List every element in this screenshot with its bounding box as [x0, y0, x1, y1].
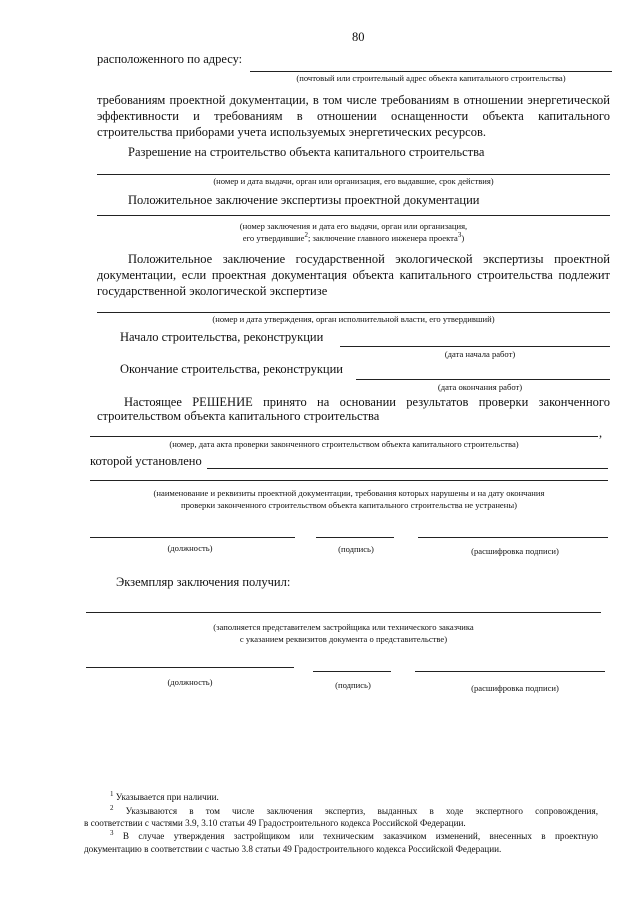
expertise-line [97, 215, 610, 216]
sign1-position-line [90, 537, 295, 538]
eco-caption: (номер и дата утверждения, орган исполнительной власти, его утвердивший) [212, 314, 495, 324]
established-line-1 [207, 468, 608, 469]
page-number: 80 [352, 30, 365, 44]
requirements-para-line-2: эффективности и требованиям в отношении оснащенности объекта капитального [97, 109, 610, 123]
address-label: расположенного по адресу: [97, 52, 243, 66]
sign1-position-caption: (должность) [167, 543, 213, 553]
requirements-para-line-1: требованиям проектной документации, в том числе требованиям в отношении энергетической [97, 93, 610, 107]
end-label: Окончание строительства, реконструкции [120, 362, 343, 376]
expertise-label: Положительное заключение экспертизы проектной документации [128, 193, 480, 207]
sign1-signature-caption: (подпись) [338, 544, 374, 554]
footnote-3-line-2: документацию в соответствии с частью 3.8 статьи 49 Градостроительного кодекса Российской Федерации. [84, 844, 502, 854]
expertise-caption-1: (номер заключения и дата его выдачи, орган или организация, [239, 221, 468, 231]
end-line [356, 379, 610, 380]
end-caption: (дата окончания работ) [437, 382, 523, 392]
footnote-3-line-1: $^3$ В случае утверждения застройщиком или техническим заказчиком изменений, внесенных в проектную [110, 828, 598, 841]
sign1-decoding-caption: (расшифровка подписи) [471, 546, 559, 556]
expertise-caption-2: его утвердившие$^2$; заключение главного инженера проекта$^3$) [242, 231, 465, 243]
sign2-position-caption: (должность) [167, 677, 213, 687]
footnote-1: $^1$ Указывается при наличии. [110, 789, 219, 802]
copy-line [86, 612, 601, 613]
start-line [340, 346, 610, 347]
established-line-2 [90, 480, 608, 481]
permit-line [97, 174, 610, 175]
act-comma: , [599, 426, 603, 440]
sign1-decoding-line [418, 537, 608, 538]
copy-received-label: Экземпляр заключения получил: [116, 575, 291, 589]
established-label: которой установлено [90, 454, 202, 468]
sign2-signature-line [313, 671, 391, 672]
footnote-2-line-1: $^2$ Указываются в том числе заключения экспертиз, выданных в ходе экспертного сопровождения, [110, 803, 598, 816]
start-caption: (дата начала работ) [444, 349, 516, 359]
sign2-position-line [86, 667, 294, 668]
address-line [250, 71, 612, 72]
eco-para-line-1: Положительное заключение государственной экологической экспертизы проектной [128, 252, 610, 266]
act-line [90, 436, 598, 437]
sign2-decoding-caption: (расшифровка подписи) [471, 683, 559, 693]
sign2-signature-caption: (подпись) [335, 680, 371, 690]
eco-line [97, 312, 610, 313]
eco-para-line-2: документации, если проектная документация объекта капитального строительства подлежит [97, 268, 610, 282]
decision-para-line-2: строительством объекта капитального строительства [97, 409, 380, 423]
act-caption: (номер, дата акта проверки законченного строительством объекта капитального строительства) [169, 439, 519, 449]
permit-label: Разрешение на строительство объекта капитального строительства [128, 145, 485, 159]
copy-caption-2: с указанием реквизитов документа о представительстве) [239, 634, 448, 644]
start-label: Начало строительства, реконструкции [120, 330, 324, 344]
address-caption: (почтовый или строительный адрес объекта капитального строительства) [296, 73, 566, 83]
sign1-signature-line [316, 537, 394, 538]
eco-para-line-3: государственной экологической экспертизе [97, 284, 328, 298]
sign2-decoding-line [415, 671, 605, 672]
footnote-2-line-2: в соответствии с частями 3.9, 3.10 статьи 49 Градостроительного кодекса Российской Федерации. [84, 818, 466, 828]
violations-caption-2: проверки законченного строительством объекта капитального строительства не устранены) [181, 500, 517, 510]
permit-caption: (номер и дата выдачи, орган или организация, его выдавшие, срок действия) [213, 176, 494, 186]
violations-caption-1: (наименование и реквизиты проектной документации, требования которых нарушены и на дату окончания [153, 488, 545, 498]
requirements-para-line-3: строительства приборами учета используемых энергетических ресурсов. [97, 125, 486, 139]
copy-caption-1: (заполняется представителем застройщика или технического заказчика [213, 622, 474, 632]
decision-para-line-1: Настоящее РЕШЕНИЕ принято на основании результатов проверки законченного [124, 395, 610, 409]
